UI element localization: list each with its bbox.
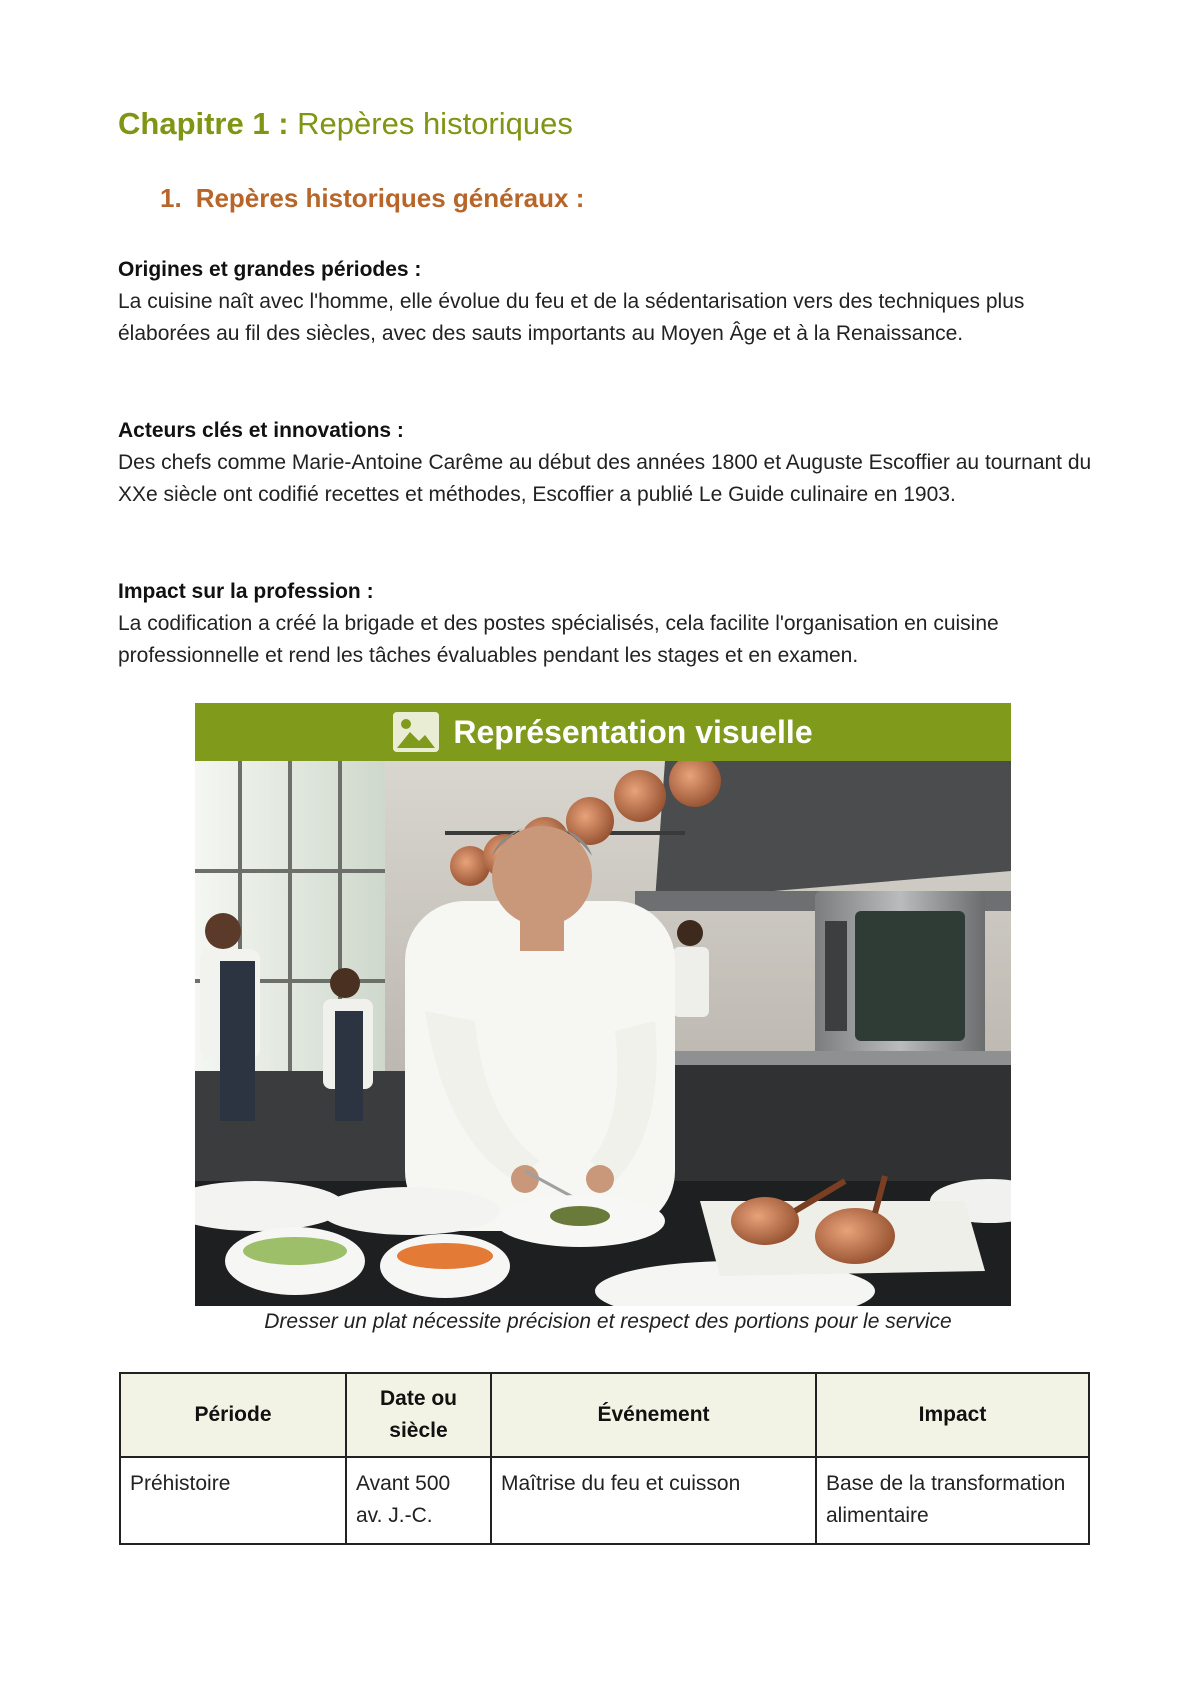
- table-header-row: [120, 1373, 1089, 1457]
- chapter-number: Chapitre 1 :: [118, 106, 289, 141]
- image-icon: [393, 712, 439, 752]
- column-header-date: Date ou siècle: [346, 1373, 491, 1457]
- column-header-periode: Période: [120, 1373, 346, 1457]
- visual-title: Représentation visuelle: [453, 713, 813, 750]
- paragraph-acteurs: [118, 415, 1098, 511]
- section-number: 1.: [160, 183, 182, 213]
- paragraph-text: Des chefs comme Marie-Antoine Carême au début des années 1800 et Auguste Escoffier au tournant du XXe siècle ont codifié recettes et méthodes, Escoffier a publié Le Guide culinaire en 1903.: [118, 451, 1092, 506]
- table-row: [120, 1457, 1089, 1544]
- paragraph-label: Acteurs clés et innovations :: [118, 419, 404, 442]
- chapter-title: [118, 106, 573, 142]
- section-title: Repères historiques généraux :: [195, 183, 585, 213]
- paragraph-origines: [118, 254, 1098, 350]
- visual-representation: [195, 703, 1011, 1306]
- paragraph-text: La codification a créé la brigade et des postes spécialisés, cela facilite l'organisation en cuisine professionnelle et rend les tâches évaluables pendant les stages et en examen.: [118, 612, 999, 667]
- chef-kitchen-photo: [195, 761, 1011, 1306]
- paragraph-impact: [118, 576, 1098, 672]
- cell-date: Avant 500 av. J.-C.: [346, 1457, 491, 1544]
- column-header-evenement: Événement: [491, 1373, 816, 1457]
- timeline-table: [119, 1372, 1090, 1545]
- chapter-name: Repères historiques: [297, 106, 573, 141]
- visual-header: [195, 703, 1011, 761]
- paragraph-text: La cuisine naît avec l'homme, elle évolue du feu et de la sédentarisation vers des techniques plus élaborées au fil des siècles, avec des sauts importants au Moyen Âge et à la Renaissance.: [118, 290, 1025, 345]
- paragraph-label: Impact sur la profession :: [118, 580, 374, 603]
- cell-evenement: Maîtrise du feu et cuisson: [491, 1457, 816, 1544]
- image-caption: Dresser un plat nécessite précision et respect des portions pour le service: [264, 1310, 952, 1333]
- cell-periode: Préhistoire: [120, 1457, 346, 1544]
- paragraph-label: Origines et grandes périodes :: [118, 258, 422, 281]
- column-header-impact: Impact: [816, 1373, 1089, 1457]
- section-heading: [160, 183, 584, 214]
- cell-impact: Base de la transformation alimentaire: [816, 1457, 1089, 1544]
